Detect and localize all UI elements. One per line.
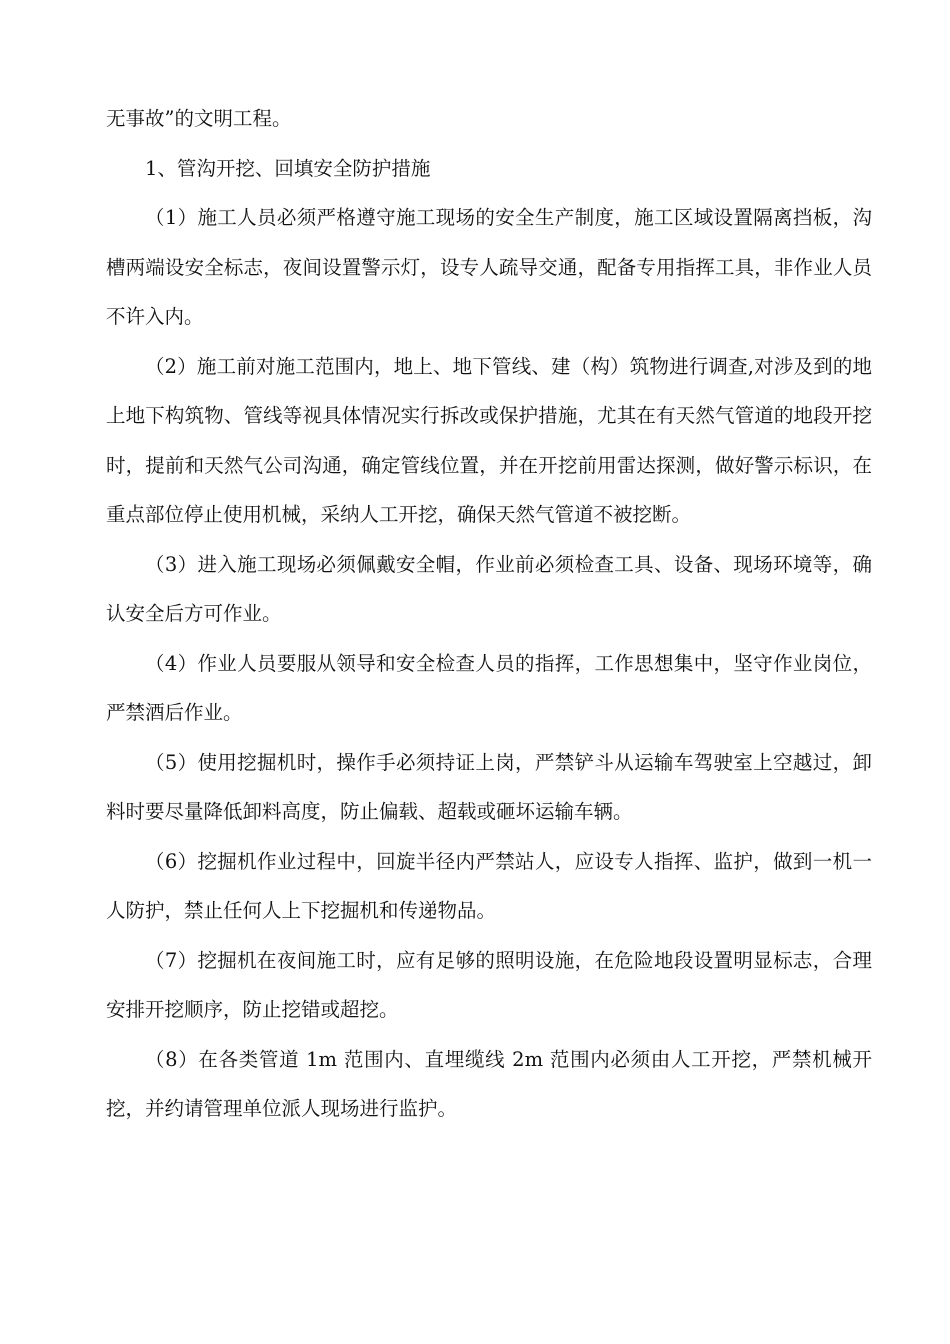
paragraph-item-1: （1）施工人员必须严格遵守施工现场的安全生产制度，施工区域设置隔离挡板，沟槽两端设安全标志，夜间设置警示灯，设专人疏导交通，配备专用指挥工具，非作业人员不许入内。 <box>106 206 872 328</box>
paragraph-item-3: （3）进入施工现场必须佩戴安全帽，作业前必须检查工具、设备、现场环境等，确认安全后方可作业。 <box>106 552 872 625</box>
paragraph-item-6: （6）挖掘机作业过程中，回旋半径内严禁站人，应设专人指挥、监护，做到一机一人防护，禁止任何人上下挖掘机和传递物品。 <box>106 849 872 922</box>
paragraph-continuation: 无事故”的文明工程。 <box>106 107 292 130</box>
document-body <box>106 94 872 1134</box>
paragraph-item-2: （2）施工前对施工范围内，地上、地下管线、建（构）筑物进行调查,对涉及到的地上地下构筑物、管线等视具体情况实行拆改或保护措施，尤其在有天然气管道的地段开挖时，提前和天然气公司沟通，确定管线位置，并在开挖前用雷达探测，做好警示标识，在重点部位停止使用机械，采纳人工开挖，确保天然气管道不被挖断。 <box>106 354 872 526</box>
paragraph-item-8: （8）在各类管道 1m 范围内、直埋缆线 2m 范围内必须由人工开挖，严禁机械开挖，并约请管理单位派人现场进行监护。 <box>106 1047 872 1120</box>
section-heading: 1、管沟开挖、回填安全防护措施 <box>145 156 431 180</box>
paragraph-item-7: （7）挖掘机在夜间施工时，应有足够的照明设施，在危险地段设置明显标志，合理安排开挖顺序，防止挖错或超挖。 <box>106 948 872 1021</box>
paragraph-item-5: （5）使用挖掘机时，操作手必须持证上岗，严禁铲斗从运输车驾驶室上空越过，卸料时要尽量降低卸料高度，防止偏载、超载或砸坏运输车辆。 <box>106 750 872 823</box>
paragraph-item-4: （4）作业人员要服从领导和安全检查人员的指挥，工作思想集中，坚守作业岗位，严禁酒后作业。 <box>106 651 872 724</box>
